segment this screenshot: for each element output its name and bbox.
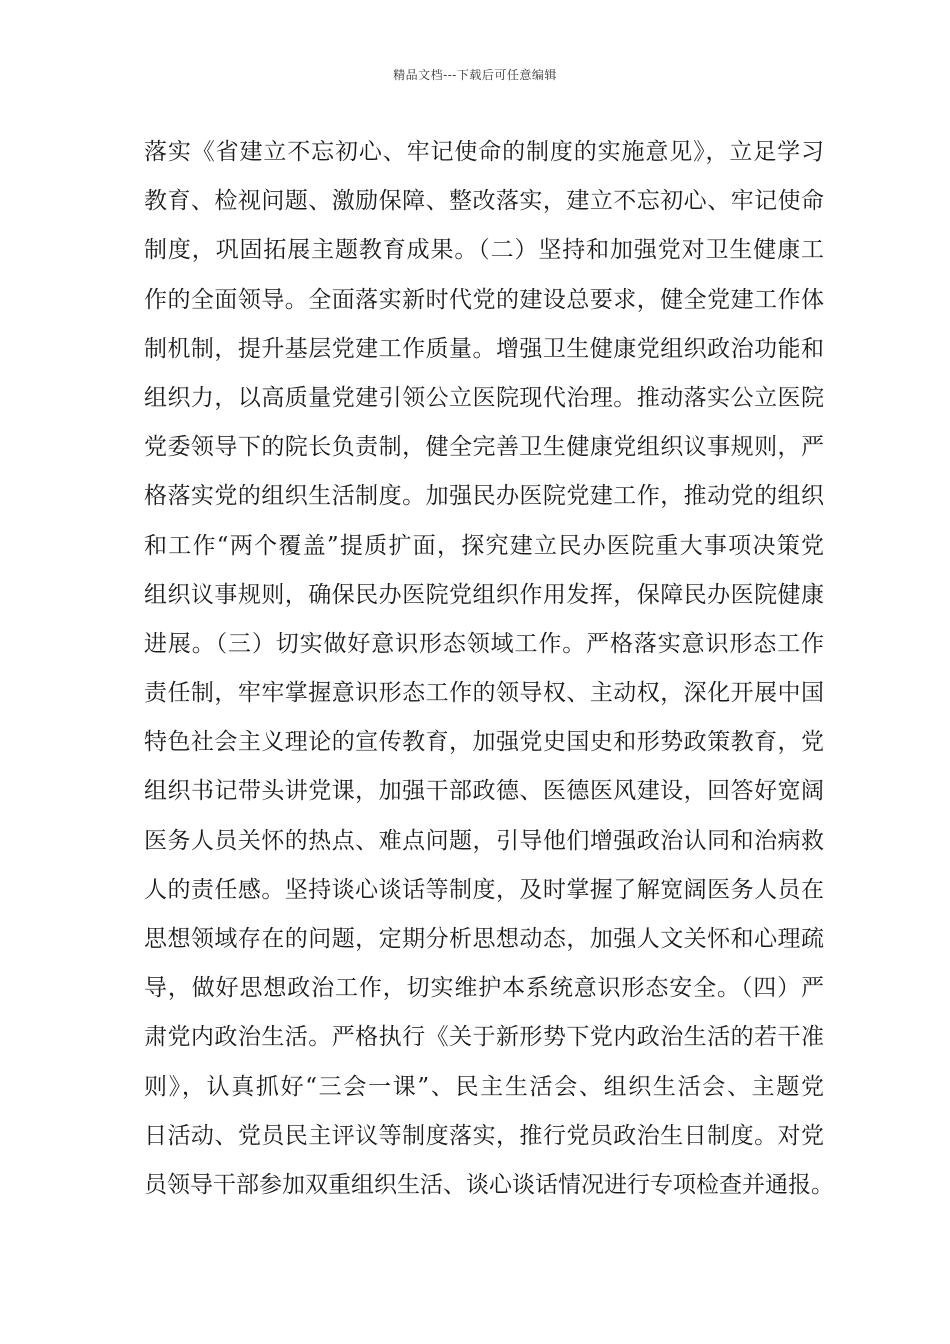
text-line: 作的全面领导。全面落实新时代党的建设总要求，健全党建工作体: [144, 286, 824, 313]
text-line: 组织书记带头讲党课，加强干部政德、医德医风建设，回答好宽阔: [144, 778, 824, 805]
text-line: 党委领导下的院长负责制，健全完善卫生健康党组织议事规则，严: [144, 434, 824, 461]
text-line: 肃党内政治生活。严格执行《关于新形势下党内政治生活的若干准: [144, 1024, 824, 1051]
text-line: 落实《省建立不忘初心、牢记使命的制度的实施意见》，立足学习: [144, 139, 824, 165]
text-line: 和工作“两个覆盖”提质扩面，探究建立民办医院重大事项决策党: [144, 532, 824, 559]
text-line: 制机制，提升基层党建工作质量。增强卫生健康党组织政治功能和: [144, 335, 824, 362]
text-line: 责任制，牢牢掌握意识形态工作的领导权、主动权，深化开展中国: [144, 680, 824, 707]
text-line: 格落实党的组织生活制度。加强民办医院党建工作，推动党的组织: [144, 483, 824, 510]
page-header: 精品文档---下载后可任意编辑: [393, 68, 557, 82]
text-line: 思想领域存在的问题，定期分析思想动态，加强人文关怀和心理疏: [144, 926, 824, 952]
text-line: 医务人员关怀的热点、难点问题，引导他们增强政治认同和治病救: [144, 827, 824, 854]
text-line: 组织议事规则，确保民办医院党组织作用发挥，保障民办医院健康: [144, 581, 824, 608]
text-line: 日活动、党员民主评议等制度落实，推行党员政治生日制度。对党: [144, 1122, 824, 1149]
text-line: 进展。（三）切实做好意识形态领域工作。严格落实意识形态工作: [144, 630, 824, 657]
text-line: 人的责任感。坚持谈心谈话等制度，及时掌握了解宽阔医务人员在: [144, 876, 824, 903]
text-line: 则》，认真抓好“三会一课”、民主生活会、组织生活会、主题党: [144, 1073, 824, 1100]
text-line: 特色社会主义理论的宣传教育，加强党史国史和形势政策教育，党: [144, 729, 824, 756]
text-line: 导，做好思想政治工作，切实维护本系统意识形态安全。（四）严: [144, 975, 824, 1002]
document-body: [144, 128, 834, 1210]
text-line: 组织力，以高质量党建引领公立医院现代治理。推动落实公立医院: [144, 384, 824, 411]
text-line: 员领导干部参加双重组织生活、谈心谈话情况进行专项检查并通报。: [144, 1171, 834, 1198]
text-line: 教育、检视问题、激励保障、整改落实，建立不忘初心、牢记使命: [144, 188, 824, 215]
text-line: 制度，巩固拓展主题教育成果。（二）坚持和加强党对卫生健康工: [144, 237, 824, 264]
